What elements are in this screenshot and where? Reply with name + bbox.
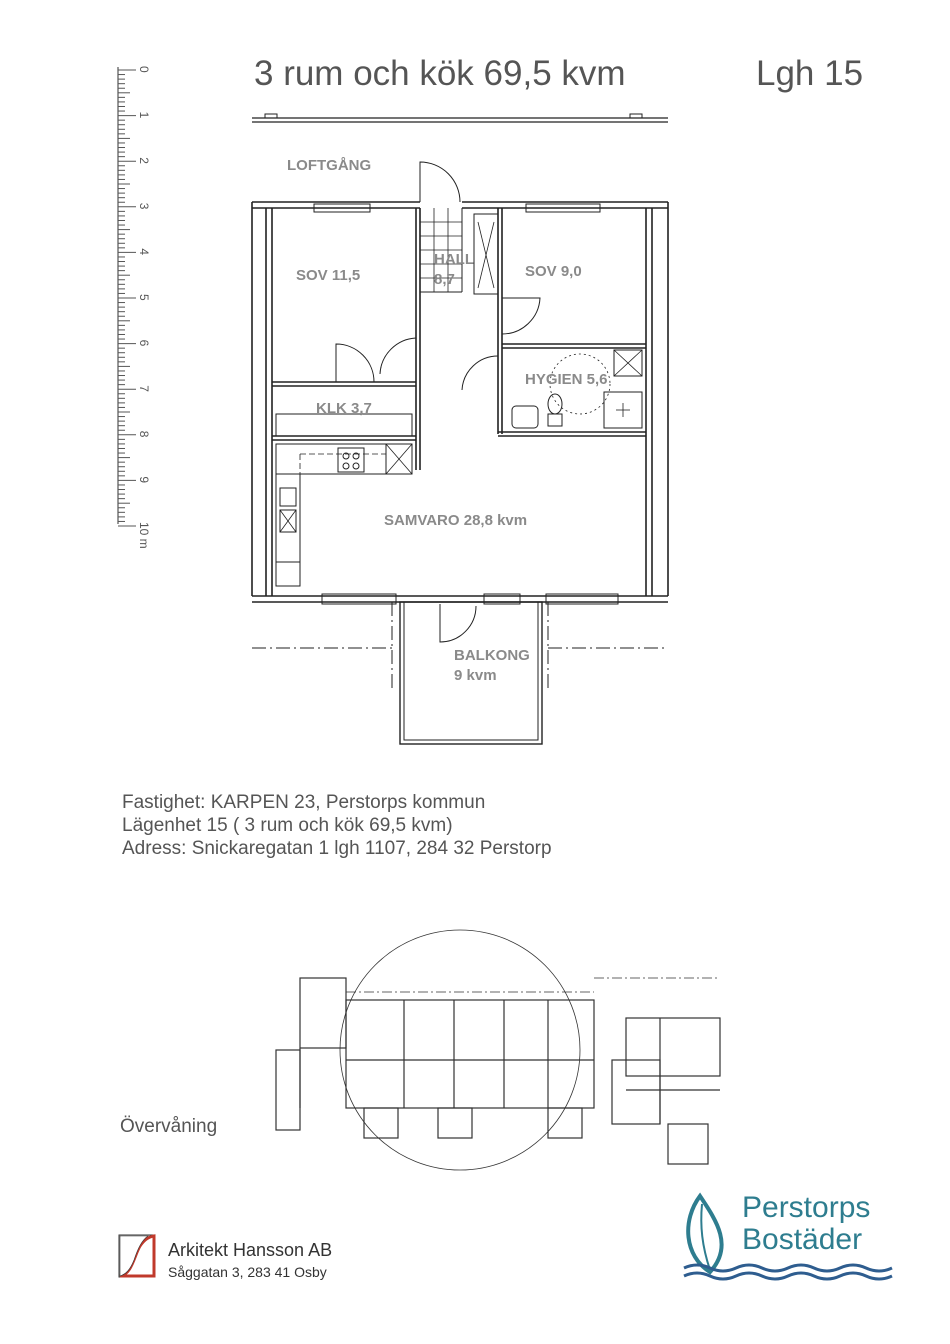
architect-name: Arkitekt Hansson AB: [168, 1240, 333, 1260]
room-label-sov-1: SOV 11,5: [296, 267, 361, 284]
room-label-balkong: BALKONG: [454, 647, 530, 664]
ruler-label: 3: [137, 202, 151, 210]
logo-line-1: Perstorps: [742, 1191, 871, 1224]
architect-address: Såggatan 3, 283 41 Osby: [168, 1264, 327, 1280]
room-label-samvaro: SAMVARO 28,8 kvm: [384, 512, 528, 529]
logo-text: [742, 1192, 870, 1256]
ruler-label: 5: [137, 294, 151, 301]
ruler-label: 10 m: [137, 522, 151, 549]
ruler-label: 2: [137, 157, 151, 164]
room-label-hygien: HYGIEN 5,6: [525, 371, 608, 388]
apartment-number: Lgh 15: [756, 54, 864, 93]
room-label-hall: HALL: [434, 251, 474, 268]
ruler-label: 1: [137, 111, 151, 119]
room-label-loftgang: LOFTGÅNG: [287, 157, 372, 174]
page-title: 3 rum och kök 69,5 kvm: [254, 54, 626, 93]
ruler-label: 4: [137, 248, 151, 256]
info-lagenhet: Lägenhet 15 ( 3 rum och kök 69,5 kvm): [122, 815, 453, 836]
ruler-label: 7: [137, 385, 151, 392]
logo-line-2: Bostäder: [742, 1223, 863, 1256]
water-wave-icon: [684, 1262, 904, 1286]
info-fastighet: Fastighet: KARPEN 23, Perstorps kommun: [122, 792, 486, 813]
room-label-sov-2: SOV 9,0: [525, 263, 582, 280]
overview-label: Övervåning: [120, 1116, 218, 1137]
ruler-label: 6: [137, 339, 151, 347]
ruler-label: 8: [137, 430, 151, 438]
ruler-label: 9: [137, 476, 151, 484]
room-label-balkong-area: 9 kvm: [454, 667, 497, 684]
room-label-hall-area: 8,7: [434, 271, 455, 288]
info-adress: Adress: Snickaregatan 1 lgh 1107, 284 32 Perstorp: [122, 838, 552, 859]
ruler-label: 0: [137, 66, 151, 73]
room-label-klk: KLK 3,7: [316, 400, 372, 417]
architect-logo: [118, 1234, 158, 1278]
